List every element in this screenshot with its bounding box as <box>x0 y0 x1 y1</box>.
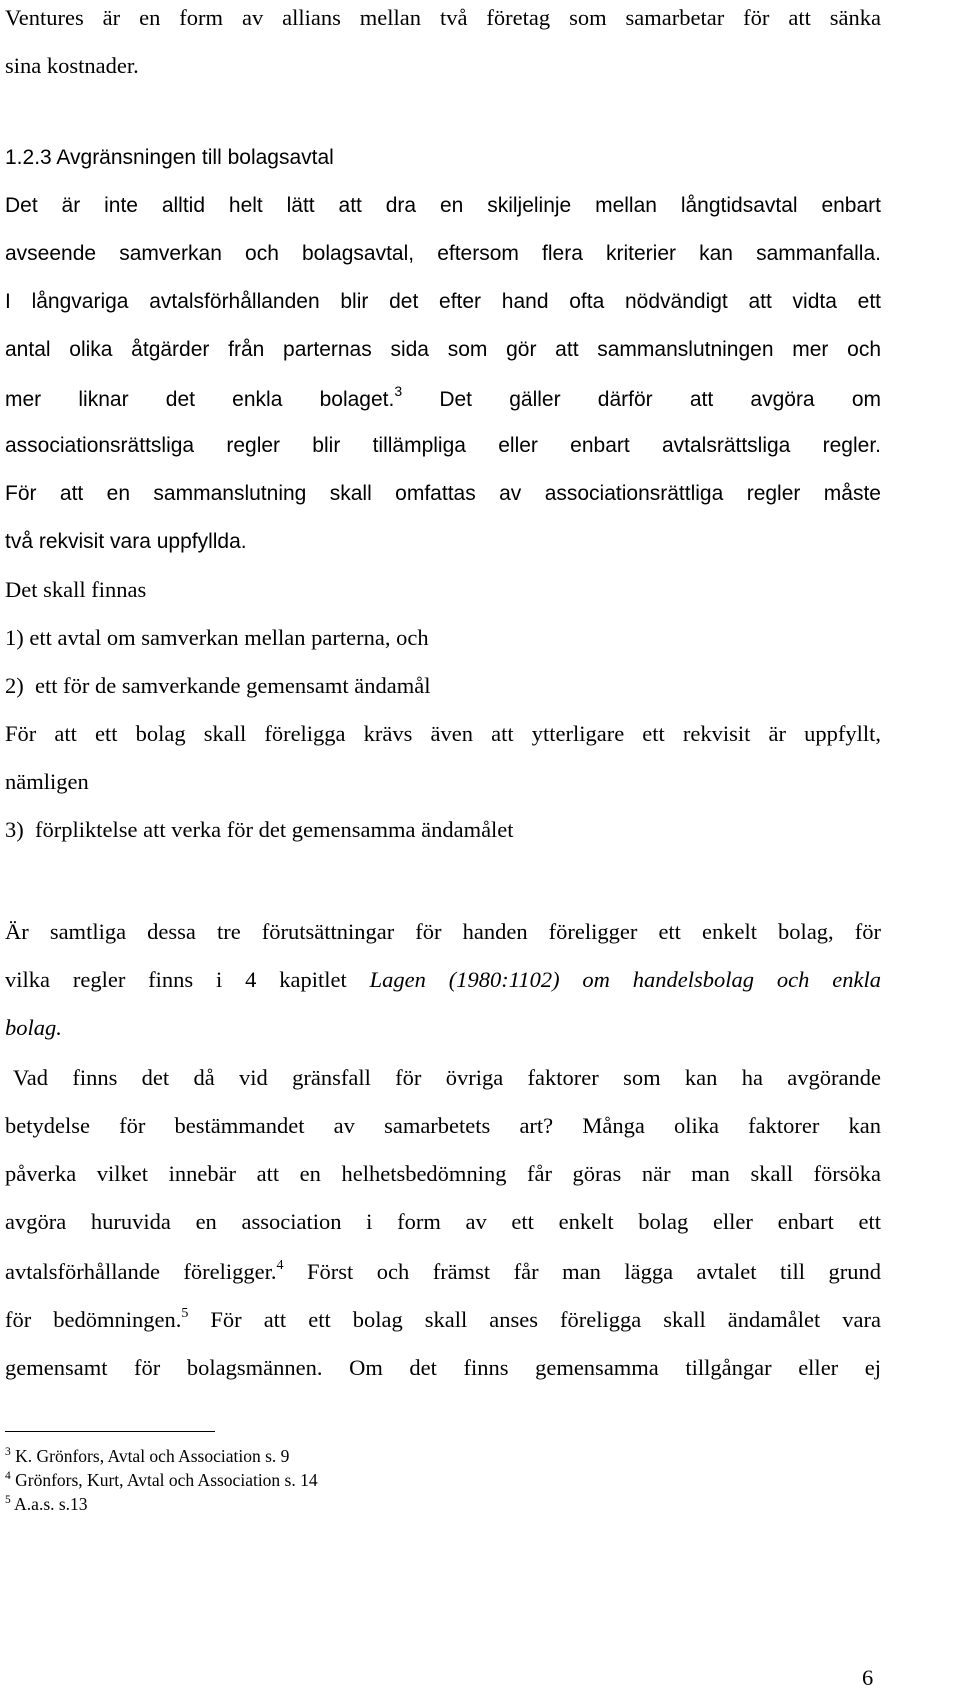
list-item: 2) ett för de samverkande gemensamt ändamål <box>5 673 431 698</box>
paragraph-line: för bedömningen.$^5$ För att ett bolag skall anses föreligga skall ändamålet vara <box>5 1306 881 1332</box>
footnote-separator <box>5 1431 215 1432</box>
paragraph-line: Vad finns det då vid gränsfall för övriga faktorer som kan ha avgörande <box>13 1065 881 1090</box>
footnote-ref: 3 <box>394 383 403 399</box>
paragraph-line: avgöra huruvida en association i form av ett enkelt bolag eller enbart ett <box>5 1209 881 1234</box>
footnote-ref: 4 <box>276 1258 284 1273</box>
paragraph-line: avtalsförhållande föreligger.$^4$ Först och främst får man lägga avtalet till grund <box>5 1258 881 1284</box>
paragraph-line: nämligen <box>5 769 89 794</box>
footnote: $^4$ Grönfors, Kurt, Avtal och Association s. 14 <box>5 1470 318 1490</box>
paragraph-line: associationsrättsliga regler blir tillämpliga eller enbart avtalsrättsliga regler. <box>5 434 881 457</box>
paragraph-line: Är samtliga dessa tre förutsättningar för handen föreligger ett enkelt bolag, för <box>5 919 881 944</box>
list-item: 1) ett avtal om samverkan mellan parterna, och <box>5 625 429 650</box>
paragraph-line: Det skall finnas <box>5 577 147 602</box>
footnote-ref: 5 <box>181 1306 189 1321</box>
law-title: Lagen (1980:1102) om handelsbolag och enkla <box>369 967 881 992</box>
paragraph-line: två rekvisit vara uppfyllda. <box>5 530 247 553</box>
paragraph-line: Ventures är en form av allians mellan två företag som samarbetar för att sänka <box>5 5 881 30</box>
list-item: 3) förpliktelse att verka för det gemensamma ändamålet <box>5 817 514 842</box>
footnote: $^3$ K. Grönfors, Avtal och Association s. 9 <box>5 1446 290 1466</box>
paragraph-line: För att en sammanslutning skall omfattas av associationsrättliga regler måste <box>5 482 881 505</box>
paragraph-line: gemensamt för bolagsmännen. Om det finns gemensamma tillgångar eller ej <box>5 1355 881 1380</box>
paragraph-line: betydelse för bestämmandet av samarbetets art? Många olika faktorer kan <box>5 1113 881 1138</box>
paragraph-line: mer liknar det enkla bolaget.$^3$ Det gäller därför att avgöra om <box>5 383 881 411</box>
paragraph-line: avseende samverkan och bolagsavtal, eftersom flera kriterier kan sammanfalla. <box>5 242 881 265</box>
paragraph-line: sina kostnader. <box>5 53 139 78</box>
law-title: bolag. <box>5 1015 62 1040</box>
paragraph-line: Det är inte alltid helt lätt att dra en skiljelinje mellan långtidsavtal enbart <box>5 194 881 217</box>
page-number: 6 <box>862 1665 874 1690</box>
paragraph-line: påverka vilket innebär att en helhetsbedömning får göras när man skall försöka <box>5 1161 881 1186</box>
footnote: $^5$ A.a.s. s.13 <box>5 1494 88 1514</box>
paragraph-line: För att ett bolag skall föreligga krävs även att ytterligare ett rekvisit är uppfyllt, <box>5 721 881 746</box>
paragraph-line <box>5 1014 881 1042</box>
paragraph-line: I långvariga avtalsförhållanden blir det efter hand ofta nödvändigt att vidta ett <box>5 290 881 313</box>
paragraph-line: vilka regler finns i 4 kapitlet Lagen (1980:1102) om handelsbolag och enkla <box>5 967 881 992</box>
section-heading: 1.2.3 Avgränsningen till bolagsavtal <box>5 146 334 169</box>
paragraph-line: antal olika åtgärder från parternas sida som gör att sammanslutningen mer och <box>5 338 881 361</box>
